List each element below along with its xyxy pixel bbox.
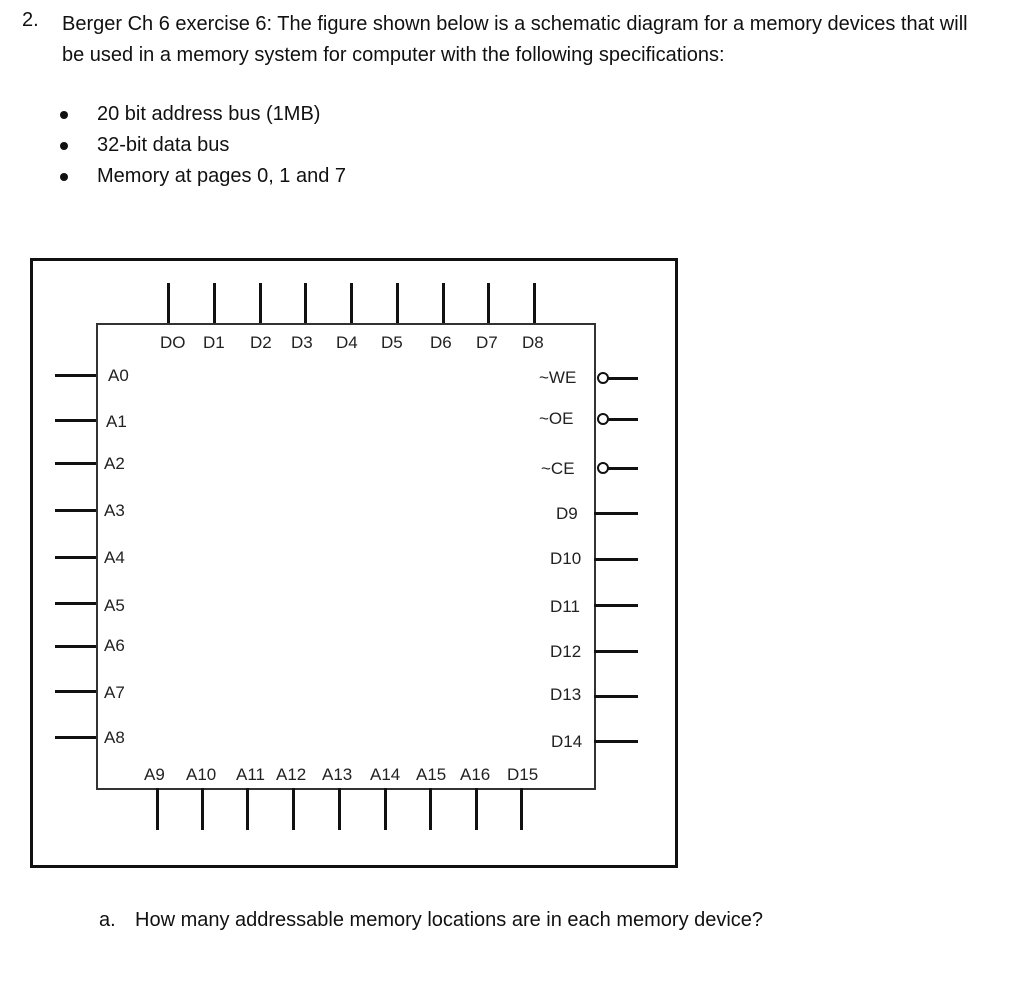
left-pin-wire [55,645,96,648]
top-pin-wire [487,283,490,323]
pin-label-right: D9 [556,504,578,523]
memory-chip-body [96,323,596,790]
right-pin-wire [608,467,638,470]
question-number: 2. [22,9,39,31]
left-pin-wire [55,509,96,512]
right-pin-wire [594,740,638,743]
pin-label-top: DO [160,333,186,352]
pin-label-bottom: A13 [322,765,353,784]
right-pin-wire [594,512,638,515]
right-pin-wire [594,695,638,698]
left-pin-wire [55,556,96,559]
bottom-pin-wire [156,788,159,830]
pin-label-bottom: A12 [276,765,307,784]
left-pin-wire [55,462,96,465]
pin-label-top: D5 [381,333,403,352]
pin-label-top: D4 [336,333,358,352]
bottom-pin-wire [338,788,341,830]
right-pin-wire [594,558,638,561]
bottom-pin-wire [429,788,432,830]
bottom-pin-wire [201,788,204,830]
right-pin-wire [608,418,638,421]
right-pin-wire [608,377,638,380]
pin-label-right: ~OE [539,409,574,428]
bullet-icon [60,111,68,119]
pin-label-right: ~CE [541,459,575,478]
bottom-pin-wire [292,788,295,830]
pin-label-bottom: A9 [144,765,165,784]
spec-item [56,161,346,192]
spec-list [56,99,346,192]
top-pin-wire [304,283,307,323]
pin-label-right: D12 [550,642,582,661]
pin-label-right: D11 [550,597,580,616]
left-pin-wire [55,602,96,605]
pin-label-left: A2 [104,454,125,473]
pin-label-right: D14 [551,732,583,751]
top-pin-wire [442,283,445,323]
pin-label-left: A3 [104,501,125,520]
pin-label-bottom: A10 [186,765,217,784]
question-text: Berger Ch 6 exercise 6: The figure shown below is a schematic diagram for a memory devices that will be used in a memory system for computer with the following specifications: [62,13,968,66]
pin-label-left: A7 [104,683,125,702]
pin-label-right: D10 [550,549,582,568]
bottom-pin-wire [384,788,387,830]
pin-label-bottom: D15 [507,765,539,784]
top-pin-wire [533,283,536,323]
pin-label-top: D1 [203,333,225,352]
pin-label-bottom: A14 [370,765,401,784]
top-pin-wire [213,283,216,323]
pin-label-bottom: A11 [236,765,265,784]
spec-item [56,99,346,130]
right-pin-wire [594,604,638,607]
pin-label-left: A5 [104,596,125,615]
top-pin-wire [350,283,353,323]
pin-label-top: D7 [476,333,498,352]
spec-text: 32-bit data bus [97,134,230,156]
spec-text: 20 bit address bus (1MB) [97,103,321,125]
sub-question-label: a. [99,909,116,931]
right-pin-wire [594,650,638,653]
pin-label-left: A0 [108,366,129,385]
pin-label-right: D13 [550,685,582,704]
bullet-icon [60,173,68,181]
pin-label-left: A6 [104,636,125,655]
bullet-icon [60,142,68,150]
bottom-pin-wire [475,788,478,830]
top-pin-wire [167,283,170,323]
pin-label-left: A1 [106,412,127,431]
top-pin-wire [259,283,262,323]
bottom-pin-wire [520,788,523,830]
bottom-pin-wire [246,788,249,830]
pin-label-top: D6 [430,333,452,352]
pin-label-left: A8 [104,728,125,747]
left-pin-wire [55,736,96,739]
left-pin-wire [55,419,96,422]
top-pin-wire [396,283,399,323]
sub-question [99,909,763,932]
spec-text: Memory at pages 0, 1 and 7 [97,165,347,187]
pin-label-top: D8 [522,333,544,352]
pin-label-bottom: A15 [416,765,447,784]
pin-label-bottom: A16 [460,765,491,784]
pin-label-top: D3 [291,333,313,352]
left-pin-wire [55,374,96,377]
spec-item [56,130,346,161]
pin-label-top: D2 [250,333,272,352]
left-pin-wire [55,690,96,693]
pin-label-left: A4 [104,548,125,567]
sub-question-text: How many addressable memory locations are in each memory device? [135,909,764,931]
pin-label-right: ~WE [539,368,577,387]
